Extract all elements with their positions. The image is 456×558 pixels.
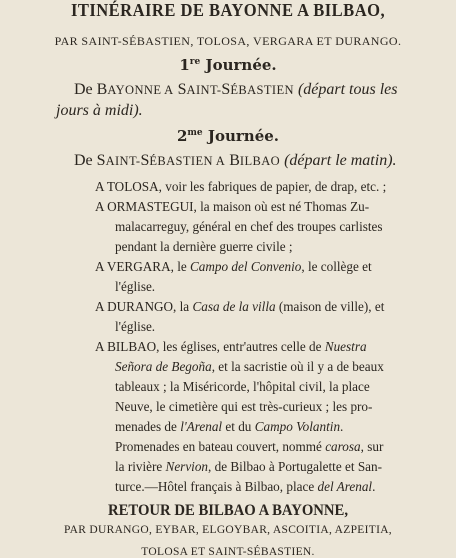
day2-text-e: B [225, 152, 240, 169]
stop-durango [95, 299, 384, 315]
day1-route-line1 [74, 81, 397, 99]
stop-vergara [95, 259, 372, 275]
return-title: RETOUR DE BILBAO A BAYONNE, [107, 502, 349, 519]
stop-vergara-a: A VERGARA, le [95, 259, 191, 274]
day1-text-f: ÉBASTIEN [230, 83, 294, 97]
day2-text-f: ILBAO [239, 154, 281, 168]
stop-bilbao-k: carosa [325, 439, 361, 454]
day1-text-a: De B [74, 81, 108, 98]
day1-heading [0, 56, 456, 74]
stop-ormastegui-cont1: malacarreguy, général en chef des troupes carlistes [115, 219, 383, 234]
stop-ormastegui: A ORMASTEGUI, la maison où est né Thomas Zu- [95, 199, 370, 214]
day1-word: Journée. [205, 56, 277, 74]
page-title: ITINÉRAIRE DE BAYONNE A BILBAO, [70, 0, 386, 20]
day1-text-e: S [221, 81, 231, 98]
stop-bilbao-cont6 [115, 459, 382, 475]
stop-vergara-cont: l'église. [115, 279, 156, 294]
day1-departure-a: (départ tous les [297, 81, 398, 98]
return-route-line2: TOLOSA ET SAINT-SÉBASTIEN. [141, 546, 315, 558]
stop-vergara-c: , le collège et [301, 259, 372, 274]
day1-sup: re [189, 57, 201, 67]
stop-tolosa: A TOLOSA, voir les fabriques de papier, de drap, etc. ; [95, 179, 387, 194]
stop-bilbao-h: Campo Volantin [254, 419, 341, 434]
stop-bilbao-f: l'Arenal [180, 419, 223, 434]
stop-bilbao-c: Señora de Begoña [115, 359, 212, 374]
stop-bilbao-m: la rivière [115, 459, 166, 474]
day2-text-b: AINT- [105, 154, 141, 168]
day1-text-c: S [173, 81, 187, 98]
stop-bilbao-b: Nuestra [324, 339, 367, 354]
stop-bilbao-q: del Arenal [317, 479, 373, 494]
stop-bilbao-cont5 [115, 439, 383, 455]
stop-bilbao-g: et du [222, 419, 255, 434]
day1-departure-b: jours à midi). [56, 102, 143, 119]
day2-word: Journée. [207, 127, 280, 145]
day2-heading [0, 127, 456, 145]
stop-bilbao [95, 339, 367, 355]
stop-vergara-b: Campo del Convenio [190, 259, 302, 274]
day2-route [74, 152, 397, 170]
stop-bilbao-cont1 [115, 359, 384, 375]
stop-bilbao-p: turce.—Hôtel français à Bilbao, place [115, 479, 318, 494]
stop-bilbao-o: , de Bilbao à Portugalette et San- [208, 459, 382, 474]
day1-text-b: AYONNE A [107, 83, 174, 97]
stop-bilbao-a: A BILBAO, les églises, entr'autres celle de [95, 339, 325, 354]
stop-durango-a: A DURANGO, la [95, 299, 193, 314]
day1-number: 1 [179, 56, 190, 74]
stop-bilbao-cont3: Neuve, le cimetière qui est très-curieux ; les pro- [115, 399, 373, 414]
stop-bilbao-j: Promenades en bateau couvert, nommé [115, 439, 326, 454]
stop-ormastegui-cont2: pendant la dernière guerre civile ; [115, 239, 293, 254]
stop-bilbao-l: , sur [360, 439, 384, 454]
stop-durango-c: (maison de ville), et [275, 299, 385, 314]
stop-durango-b: Casa de la villa [192, 299, 276, 314]
day2-sup: me [187, 128, 203, 138]
stop-bilbao-e: menades de [115, 419, 181, 434]
stop-durango-cont: l'église. [115, 319, 156, 334]
stop-bilbao-cont4 [115, 419, 343, 435]
stop-bilbao-i: . [340, 419, 344, 434]
stop-bilbao-d: , et la sacristie où il y a de beaux [211, 359, 384, 374]
day1-text-d: AINT- [186, 83, 222, 97]
return-route-line1: PAR DURANGO, EYBAR, ELGOYBAR, ASCOITIA, AZPEITIA, [64, 524, 392, 536]
day2-departure: (départ le matin). [284, 152, 397, 169]
day2-text-a: De S [74, 152, 106, 169]
page-subtitle: PAR SAINT-SÉBASTIEN, TOLOSA, VERGARA ET DURANGO. [54, 34, 402, 48]
day2-text-c: S [140, 152, 150, 169]
day2-number: 2 [176, 127, 188, 145]
stop-bilbao-cont7 [115, 479, 375, 495]
stop-bilbao-cont2: tableaux ; la Miséricorde, l'hôpital civil, la place [115, 379, 370, 394]
stop-bilbao-r: . [372, 479, 376, 494]
day2-text-d: ÉBASTIEN A [149, 154, 226, 168]
stop-bilbao-n: Nervion [165, 459, 209, 474]
